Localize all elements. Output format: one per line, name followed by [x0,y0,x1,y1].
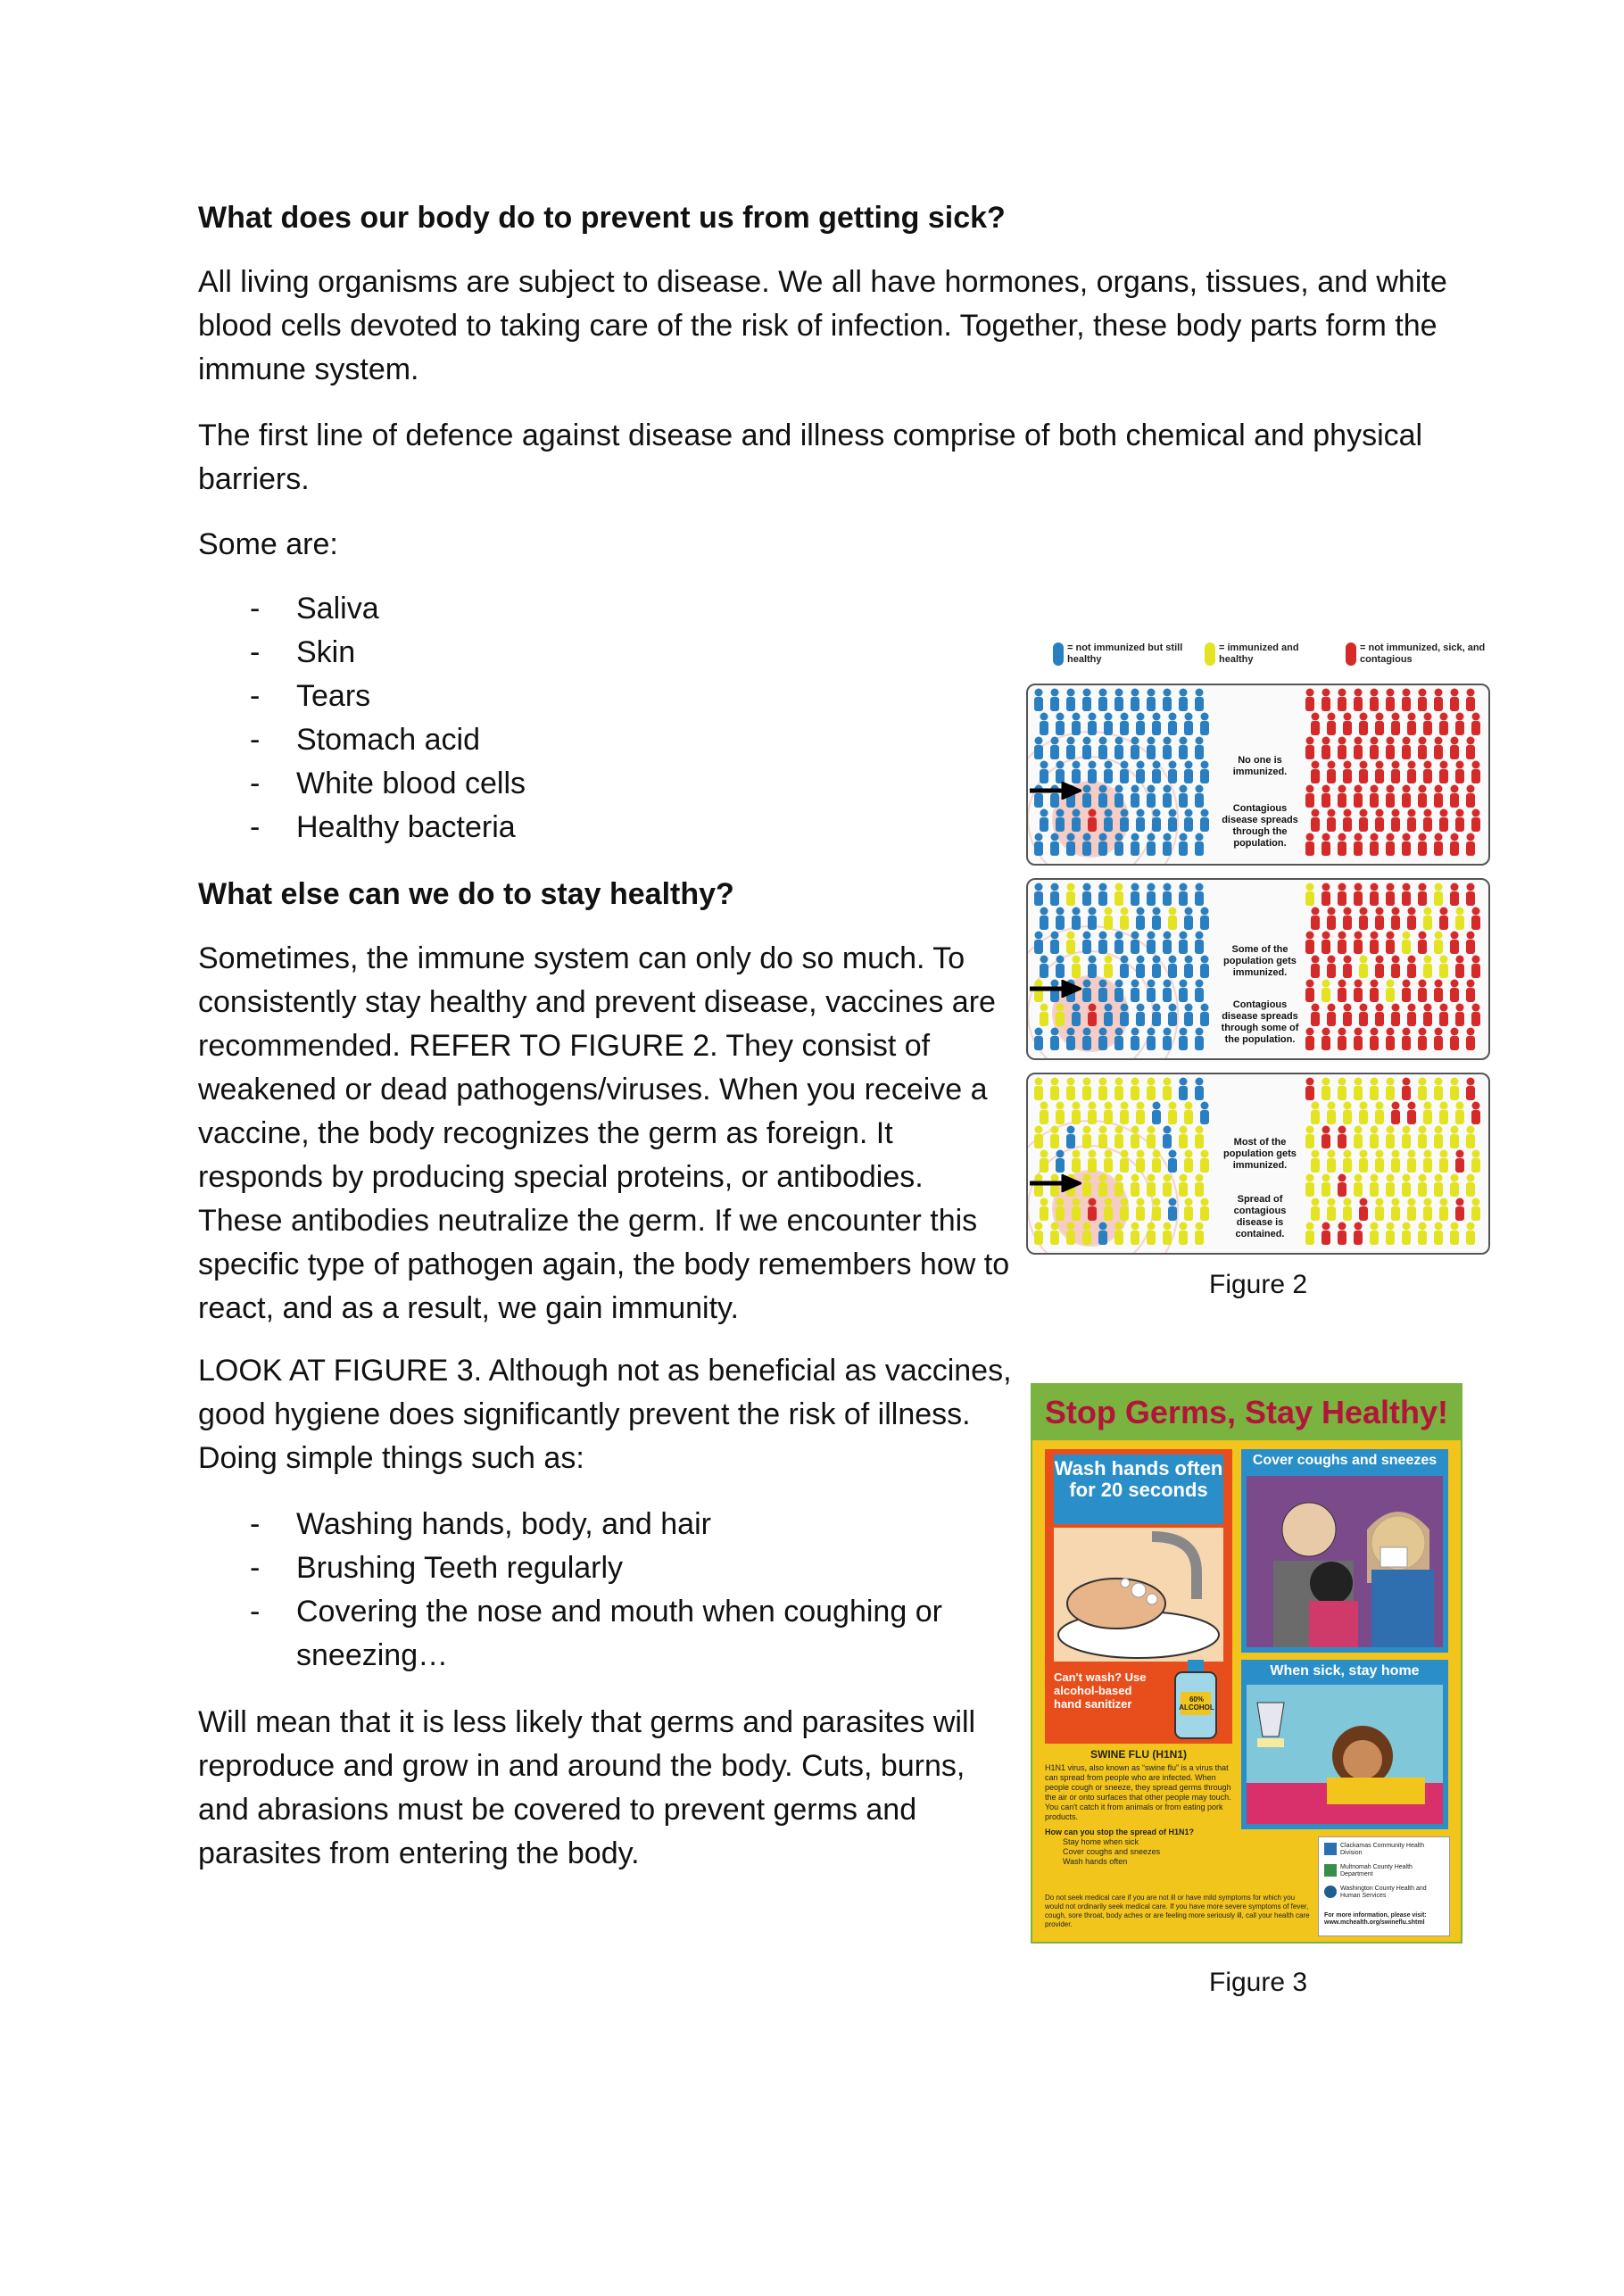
list-item: - Covering the nose and mouth when coughing or sneezing… [198,1590,1001,1678]
person-red-icon [1346,642,1356,666]
stay-home-label: When sick, stay home [1270,1663,1420,1678]
list-item: - Washing hands, body, and hair [198,1503,1001,1546]
org-logo-icon [1324,1843,1337,1855]
list-item: - Skin [198,631,912,675]
section1-paragraph-1: All living organisms are subject to disease. We all have hormones, organs, tissues, and white blood cells devoted to taking care of the risk of infection. Together, these body parts form the immune system. [198,265,1447,386]
section1-heading: What does our body do to prevent us from getting sick? [198,201,1006,235]
section2-heading: What else can we do to stay healthy? [198,877,734,911]
medical-advice: Do not seek medical care if you are not ill or have mild symptoms for which you would not ordinarily seek medical care. If you have more severe symptoms of fever, cough, sore throat, body aches or are feeling more seriously ill, call your health care provider. [1045,1894,1310,1928]
org-name: Clackamas Community Health Division [1340,1843,1425,1856]
wash-hands-panel [1045,1449,1232,1744]
section2-paragraph-2: LOOK AT FIGURE 3. Although not as beneficial as vaccines, good hygiene does significantly prevent the risk of illness. Doing simple things such as: [198,1354,1012,1475]
panel-some-immunization [1026,878,1490,1060]
barrier-list [198,587,912,850]
list-item: - White blood cells [198,762,912,806]
figure-3-hygiene-poster [1031,1383,1462,1944]
panel-no-immunization [1026,684,1490,866]
panel-note-bottom: Spread of contagious disease is contained. [1233,1194,1287,1239]
list-item: - Tears [198,675,912,718]
cover-coughs-label: Cover coughs and sneezes [1252,1453,1438,1468]
sick-in-bed-illustration [1247,1685,1443,1824]
more-info-link: For more information, please visit: www.mchealth.org/swineflu.shtml [1324,1912,1427,1926]
list-item: - Saliva [198,587,912,631]
panel-note-top: Most of the population gets immunized. [1223,1137,1297,1171]
panel-note-top: No one is immunized. [1232,755,1288,777]
hand-washing-illustration [1054,1528,1223,1662]
panel-note-top: Some of the population gets immunized. [1223,944,1297,978]
stay-home-panel [1241,1660,1448,1829]
legend-immunized-healthy: = immunized and healthy [1205,641,1321,678]
org-name: Washington County Health and Human Services [1340,1886,1427,1899]
stop-spread-item: Cover coughs and sneezes [1063,1847,1161,1856]
swine-flu-text: H1N1 virus, also known as “swine flu” is a virus that can spread from people who are infected. When people cough or sneeze, they spread germs through the air or onto surfaces that other people may touch. You can't catch it from animals or from eating pork products. [1045,1763,1231,1821]
section2-paragraph-3: Will mean that it is less likely that germs and parasites will reproduce and grow in and around the body. Cuts, burns, and abrasions must be covered to prevent germs and parasites from entering the body. [198,1705,976,1870]
stop-spread-item: Wash hands often [1063,1857,1128,1866]
figure-3-caption: Figure 3 [1209,1968,1308,1997]
wash-hands-label: Wash hands often for 20 seconds [1054,1455,1223,1524]
swine-flu-title: SWINE FLU (H1N1) [1090,1748,1187,1761]
person-blue-icon [1053,642,1064,666]
panel-note-bottom: Contagious disease spreads through some of the population. [1221,999,1299,1045]
poster-title: Stop Germs, Stay Healthy! [1032,1385,1461,1440]
org-name: Multnomah County Health Department [1340,1864,1413,1877]
stop-spread-question: How can you stop the spread of H1N1? [1045,1828,1195,1836]
right-arrow-icon [1028,782,1081,800]
swine-flu-info [1045,1749,1232,1892]
sanitizer-label: Can't wash? Use alcohol-based hand sanitizer [1054,1670,1147,1711]
organization-logos [1318,1836,1450,1936]
org-logo-icon [1324,1864,1337,1877]
list-item: - Stomach acid [198,718,912,762]
hygiene-list [198,1503,1001,1678]
org-logo-icon [1324,1886,1337,1898]
right-arrow-icon [1028,1174,1081,1192]
right-arrow-icon [1028,980,1081,998]
list-item: - Healthy bacteria [198,806,912,850]
coughing-people-illustration [1247,1476,1443,1647]
list-item: - Brushing Teeth regularly [198,1546,1001,1590]
person-yellow-icon [1205,642,1215,666]
legend-not-immunized-healthy: = not immunized but still healthy [1053,641,1187,678]
cover-coughs-panel [1241,1449,1448,1653]
section2-paragraph-1: Sometimes, the immune system can only do so much. To consistently stay healthy and prevent disease, vaccines are recommended. REFER TO FIGURE 2. They consist of weakened or dead pathogens/viruses. When you receive a vaccine, the body recognizes the germ as foreign. It responds by producing special proteins, or antibodies. These antibodies neutralize the germ. If we encounter this specific type of pathogen again, the body remembers how to react, and as a result, we gain immunity. [198,941,1010,1325]
stop-spread-item: Stay home when sick [1063,1837,1139,1846]
figure-2-herd-immunity [1026,641,1490,1256]
sanitizer-bottle-label: 60% ALCOHOL [1179,1695,1214,1712]
legend-sick-contagious: = not immunized, sick, and contagious [1346,641,1488,678]
figure-2-caption: Figure 2 [1209,1270,1308,1299]
section1-paragraph-2: The first line of defence against disease and illness comprise of both chemical and physical barriers. [198,419,1423,496]
panel-most-immunization [1026,1073,1490,1255]
panel-note-bottom: Contagious disease spreads through the population. [1222,803,1298,849]
section1-paragraph-3: Some are: [198,527,338,561]
